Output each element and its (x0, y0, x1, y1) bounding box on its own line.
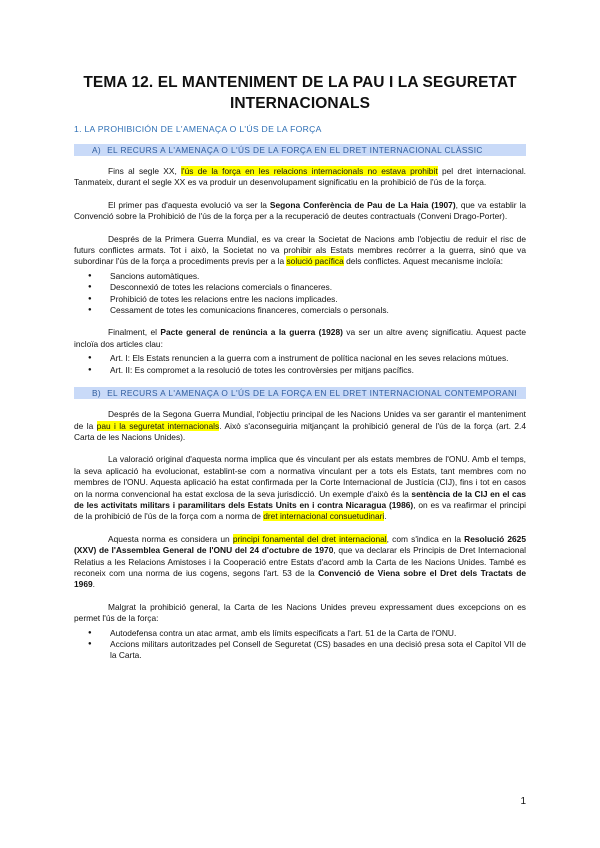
text: . (92, 579, 95, 590)
subsection-title-a: EL RECURS A L'AMENAÇA O L'ÚS DE LA FORÇA EN EL DRET INTERNACIONAL CLÀSSIC (107, 145, 483, 155)
text: va ser un altre avenç significatiu. Aquest pacte incloïa dos articles clau: (74, 327, 526, 349)
paragraph-a2 (74, 200, 526, 223)
list-item: ● Art. I: Els Estats renuncien a la guerra com a instrument de política nacional en les seves relacions mútues. (110, 353, 526, 364)
text: . Això s'aconseguiria mitjançant la prohibició general de l'ús de la força (art. 2.4 Carta de les Nacions Unides). (74, 420, 526, 442)
text: . (384, 511, 387, 522)
text: El primer pas d'aquesta evolució va ser la (108, 199, 270, 210)
list-item: ● Accions militars autoritzades pel Consell de Seguretat (CS) basades en una decisió presa sota el Capítol VII de la Carta. (110, 639, 526, 662)
list-item: ● Desconnexió de totes les relacions comercials o financeres. (110, 282, 526, 293)
text: , que va establir la Convenció sobre la Prohibició de l'ús de la força per a la recuperació de deutes contractuals (Conveni Drago-Porter). (74, 199, 526, 222)
paragraph-b1 (74, 409, 526, 443)
bold-text: Pacte general de renúncia a la guerra (1928) (160, 327, 343, 338)
list-sanctions (74, 271, 526, 317)
document-title: TEMA 12. EL MANTENIMENT DE LA PAU I LA SEGURETAT INTERNACIONALS (83, 74, 517, 112)
text: Malgrat la prohibició general, la Carta de les Nacions Unides preveu expressament dues excepcions on es permet l'ús de la força: (74, 601, 526, 624)
text: La valoració original d'aquesta norma implica que és vinculant per als estats membres de l'ONU. Amb el temps, la seva aplicació ha evolucionat, establint-se com a normativa vinculant per a tots els Estats, tant membres com no membres de l'ONU. Aquesta aplicació ha estat confirmada per la Corte Internacional de Justícia (CIJ), fins i tot en casos on la norma convencional ha estat exclosa de la seva jurisdicció. Un exemple d'això és la (74, 454, 526, 499)
paragraph-b3 (74, 534, 526, 591)
text: , com s'indica en la (386, 533, 465, 544)
bold-text: Segona Conferència de Pau de La Haia (1907) (269, 199, 456, 210)
list-item: ● Autodefensa contra un atac armat, amb els límits especificats a l'art. 51 de la Carta de l'ONU. (110, 628, 526, 639)
list-item: ● Cessament de totes les comunicacions financeres, comercials o personals. (110, 305, 526, 316)
paragraph-b4 (74, 602, 526, 625)
text: , on es va reafirmar el principi de la prohibició de l'ús de la força com a norma de (74, 499, 526, 522)
text: , que va declarar els Principis de Dret Internacional Relatius a les Relacions Amistoses i la Cooperació entre Estats d'acord amb la Carta de les Nacions Unides. També es reconeix com una norma de ius cogens, segons l'art. 53 de la (74, 545, 526, 578)
highlighted-text: l'ús de la força en les relacions internacionals no estava prohibit (181, 166, 438, 176)
list-item: ● Sancions automàtiques. (110, 271, 526, 282)
highlighted-text: pau i la seguretat internacionals (96, 420, 220, 431)
subsection-title-b: EL RECURS A L'AMENAÇA O L'ÚS DE LA FORÇA EN EL DRET INTERNACIONAL CONTEMPORANI (107, 388, 518, 399)
subsection-heading-b (74, 387, 526, 399)
paragraph-b2 (74, 454, 526, 522)
list-exceptions (74, 628, 526, 662)
subsection-letter-a: A) (92, 145, 102, 155)
text: Fins al segle XX, (108, 166, 182, 176)
subsection-letter-b: B) (92, 388, 102, 399)
highlighted-text: dret internacional consuetudinari (263, 511, 385, 522)
list-item: ● Prohibició de totes les relacions entre les nacions implicades. (110, 294, 526, 305)
bold-text: Convenció de Viena sobre el Dret dels Tractats de 1969 (74, 567, 527, 590)
section-heading-1: 1. LA PROHIBICIÓN DE L'AMENAÇA O L'ÚS DE LA FORÇA (74, 124, 322, 134)
document-body (74, 72, 526, 673)
paragraph-a3 (74, 234, 526, 268)
bold-text: Resolució 2625 (XXV) de l'Assemblea General de l'ONU del 24 d'octubre de 1970 (74, 533, 527, 556)
text: pel dret internacional. Tanmateix, durant el segle XX es va produir un desenvolupament significatiu en la prohibició de l'ús de la força. (74, 166, 527, 188)
text: Aquesta norma es considera un (108, 533, 233, 544)
list-pact-articles (74, 353, 526, 376)
subsection-heading-a (74, 144, 526, 156)
text: Finalment, el (108, 327, 161, 338)
bold-text: sentència de la CIJ en el cas de les activitats militars i paramilitars dels Estats Units en i contra Nicaragua (1986) (74, 488, 526, 510)
highlighted-text: principi fonamental del dret internacional (232, 533, 387, 544)
text: Després de la Primera Guerra Mundial, es va crear la Societat de Nacions amb l'objectiu de reduir el risc de futurs conflictes armats. Tot i això, la Societat no va prohibir als Estats membres recórrer a la guerra, sinó que va subordinar l'ús de la força a procediments previs per a la (74, 233, 526, 267)
paragraph-a1 (74, 166, 526, 189)
list-item: ● Art. II: Es compromet a la resolució de totes les controvèrsies per mitjans pacífics. (110, 365, 526, 376)
text: dels conflictes. Aquest mecanisme incloïa: (343, 256, 503, 267)
highlighted-text: solució pacífica (286, 256, 344, 267)
page-number: 1 (520, 796, 526, 807)
text: Després de la Segona Guerra Mundial, l'objectiu principal de les Nacions Unides va ser garantir el manteniment de la (74, 409, 526, 431)
paragraph-a4 (74, 327, 526, 350)
